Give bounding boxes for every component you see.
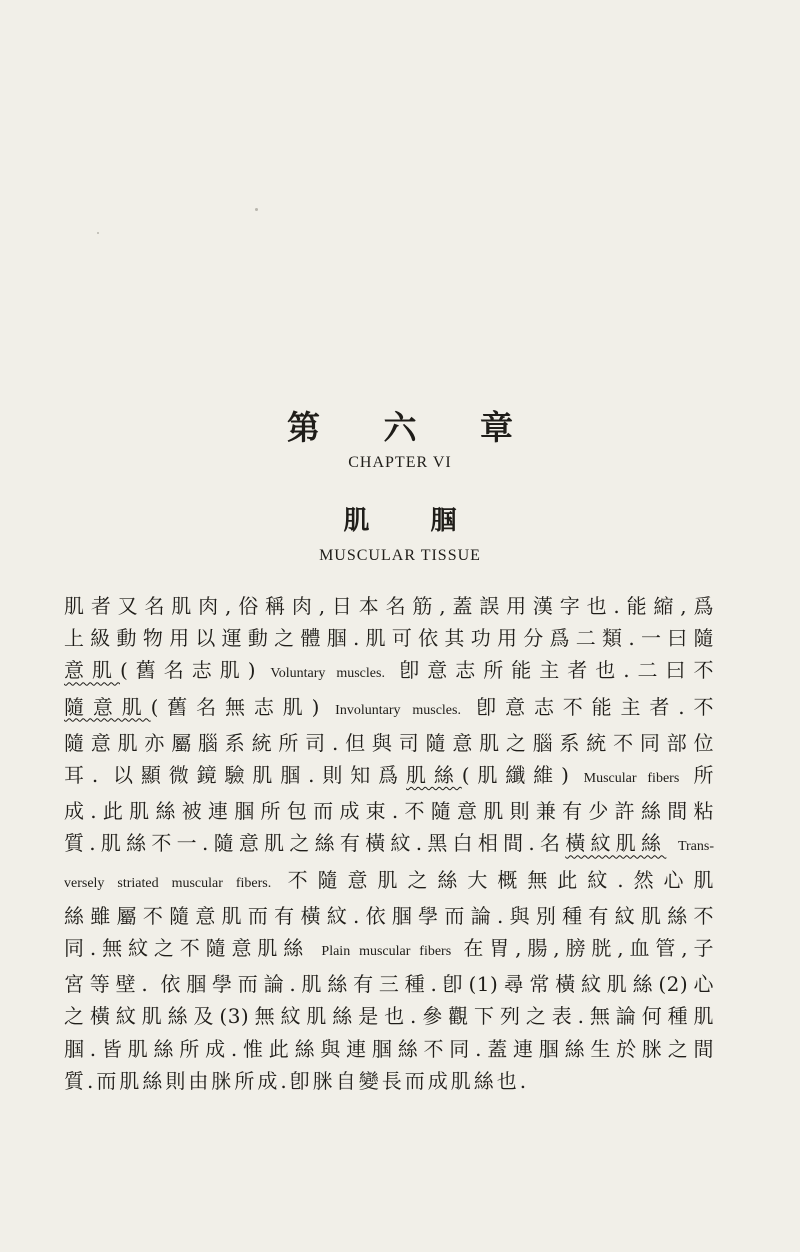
english-term-striated-start: Trans- bbox=[677, 839, 714, 855]
text-line-11-tail: 在胃,腸,膀胱,血管,子 bbox=[463, 936, 715, 961]
chapter-title: 第 六 章 bbox=[287, 408, 539, 447]
text-line-9-tail: 不隨意肌之絲大概無此紋.然心肌 bbox=[287, 867, 715, 892]
text-line-3 bbox=[64, 654, 714, 690]
english-term-striated-end: versely striated muscular fibers. bbox=[64, 875, 272, 891]
text-line-15: 質.而肌絲則由脒所成.卽脒自變長而成肌絲也. bbox=[64, 1068, 530, 1093]
english-term-plain-fibers: Plain muscular fibers bbox=[321, 944, 452, 960]
text-line-8 bbox=[64, 827, 714, 863]
text-line-4 bbox=[64, 691, 714, 727]
text-line-3-tail: 卽意志所能主者也.二曰不 bbox=[399, 658, 715, 683]
text-line-13: 之橫紋肌絲及(3)無紋肌絲是也.參觀下列之表.無論何種肌 bbox=[64, 1004, 714, 1029]
text-line-6-head: 耳. 以顯微鏡驗肌腘.則知爲 bbox=[64, 763, 406, 788]
text-line-6-tail: 所 bbox=[693, 763, 715, 788]
english-term-involuntary: Involuntary muscles. bbox=[335, 702, 461, 718]
old-name-involuntary: (舊名無志肌) bbox=[150, 694, 320, 719]
alt-name-muscle-fiber: (肌纖維) bbox=[461, 763, 570, 788]
text-line-11-head: 同.無紋之不隨意肌絲 bbox=[64, 936, 310, 961]
term-muscle-fiber: 肌絲 bbox=[406, 763, 462, 788]
term-voluntary-muscle: 意肌 bbox=[64, 658, 120, 683]
text-line-6 bbox=[64, 759, 714, 795]
text-line-10: 絲雖屬不隨意肌而有橫紋.依腘學而論.與別種有紋肌絲不 bbox=[64, 903, 714, 928]
text-line-12: 宮等壁. 依腘學而論.肌絲有三種.卽(1)尋常橫紋肌絲(2)心 bbox=[64, 972, 714, 997]
section-title: 肌 腘 bbox=[343, 506, 457, 536]
text-line-11 bbox=[64, 932, 714, 968]
term-striated-fiber: 橫紋肌絲 bbox=[565, 831, 667, 856]
text-line-8-head: 質.肌絲不一.隨意肌之絲有橫紋.黑白相間.名 bbox=[64, 831, 566, 856]
text-line-14: 腘.皆肌絲所成.惟此絲與連腘絲不同.蓋連腘絲生於脒之間 bbox=[64, 1036, 714, 1061]
english-term-voluntary: Voluntary muscles. bbox=[270, 666, 385, 682]
text-line-2: 上級動物用以運動之體腘.肌可依其功用分爲二類.一曰隨 bbox=[64, 626, 714, 651]
text-line-4-tail: 卽意志不能主者.不 bbox=[476, 694, 715, 719]
body-text bbox=[64, 590, 714, 1097]
section-english-title: MUSCULAR TISSUE bbox=[319, 547, 481, 564]
text-line-7: 成.此肌絲被連腘所包而成束.不隨意肌則兼有少許絲間粘 bbox=[64, 799, 714, 824]
text-line-9 bbox=[64, 864, 714, 900]
text-line-1: 肌者又名肌肉,俗稱肉,日本名筋,蓋誤用漢字也.能縮,爲 bbox=[64, 594, 714, 618]
english-term-muscle-fibers: Muscular fibers bbox=[583, 771, 680, 787]
old-name-voluntary: (舊名志肌) bbox=[119, 658, 257, 683]
text-line-5: 隨意肌亦屬腦系統所司.但與司隨意肌之腦系統不同部位 bbox=[64, 730, 714, 755]
chapter-english-title: CHAPTER VI bbox=[348, 454, 452, 471]
term-involuntary-muscle: 隨意肌 bbox=[64, 694, 151, 719]
